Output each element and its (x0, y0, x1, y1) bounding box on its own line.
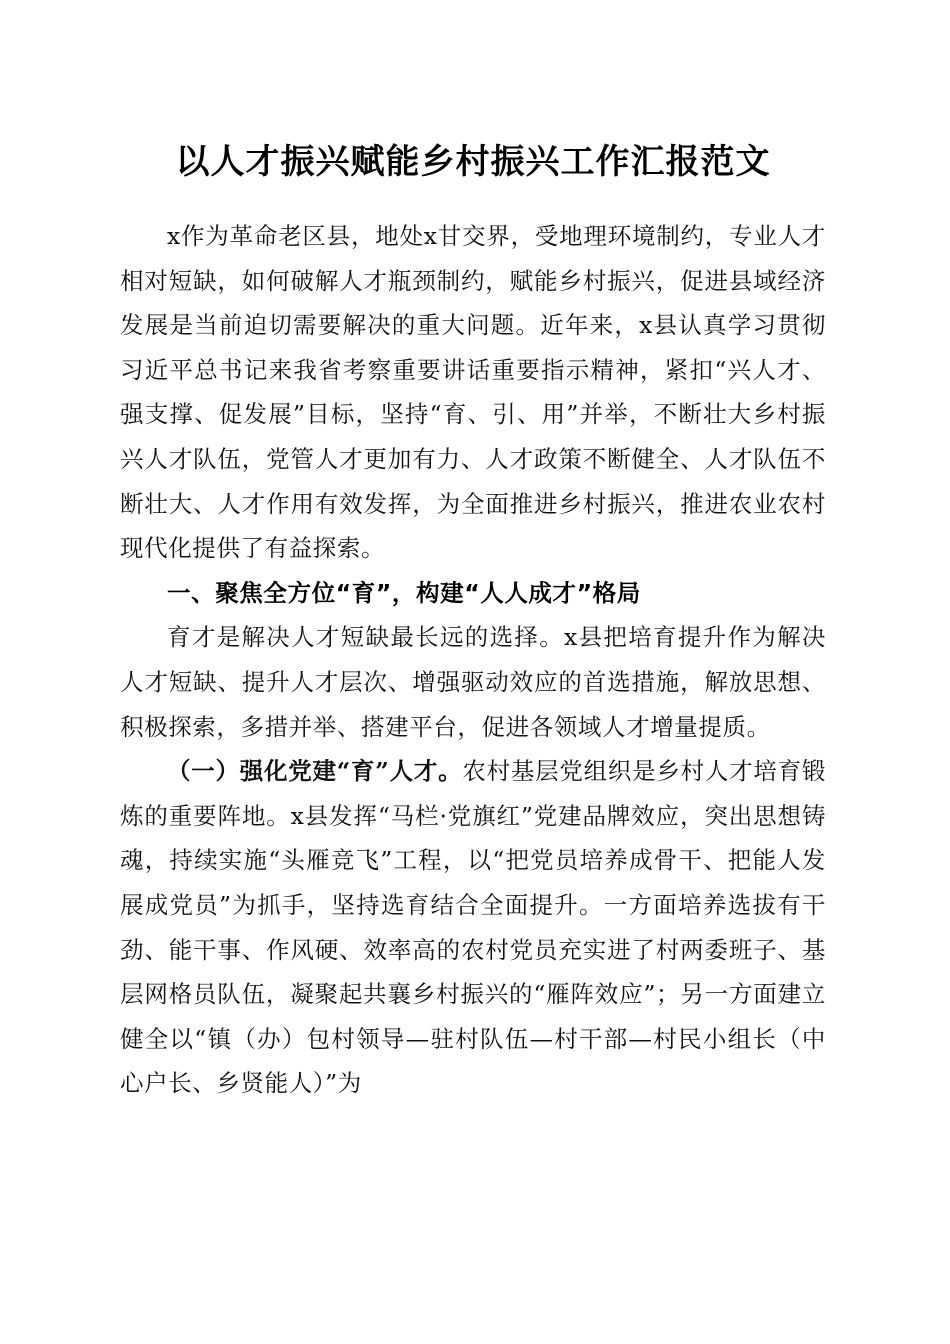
intro-paragraph: x作为革命老区县，地处x甘交界，受地理环境制约，专业人才相对短缺，如何破解人才瓶颈制约，赋能乡村振兴，促进县域经济发展是当前迫切需要解决的重大问题。近年来，x县认真学习贯彻习近平总书记来我省考察重要讲话重要指示精神，紧扣“兴人才、强支撑、促发展”目标，坚持“育、引、用”并举，不断壮大乡村振兴人才队伍，党管人才更加有力、人才政策不断健全、人才队伍不断壮大、人才作用有效发挥，为全面推进乡村振兴，推进农业农村现代化提供了有益探索。 (120, 222, 826, 563)
subsection-1-lead: （一）强化党建“育”人才。 (167, 757, 463, 786)
document-page (120, 0, 826, 1106)
section-1-paragraph: 育才是解决人才短缺最长远的选择。x县把培育提升作为解决人才短缺、提升人才层次、增强驱动效应的首选措施，解放思想、积极探索，多措并举、搭建平台，促进各领域人才增量提质。 (120, 623, 826, 741)
section-heading-1: 一、聚焦全方位“育”，构建“人人成才”格局 (167, 578, 641, 607)
document-title: 以人才振兴赋能乡村振兴工作汇报范文 (175, 142, 771, 182)
subsection-1-paragraph (120, 749, 826, 1106)
subsection-1-text: 农村基层党组织是乡村人才培育锻炼的重要阵地。x县发挥“马栏·党旗红”党建品牌效应，突出思想铸魂，持续实施“头雁竞飞”工程，以“把党员培养成骨干、把能人发展成党员”为抓手，坚持选育结合全面提升。一方面培养选拔有干劲、能干事、作风硬、效率高的农村党员充实进了村两委班子、基层网格员队伍，凝聚起共襄乡村振兴的“雁阵效应”；另一方面建立健全以“镇（办）包村领导—驻村队伍—村干部—村民小组长（中心户长、乡贤能人）”为 (120, 757, 826, 1098)
